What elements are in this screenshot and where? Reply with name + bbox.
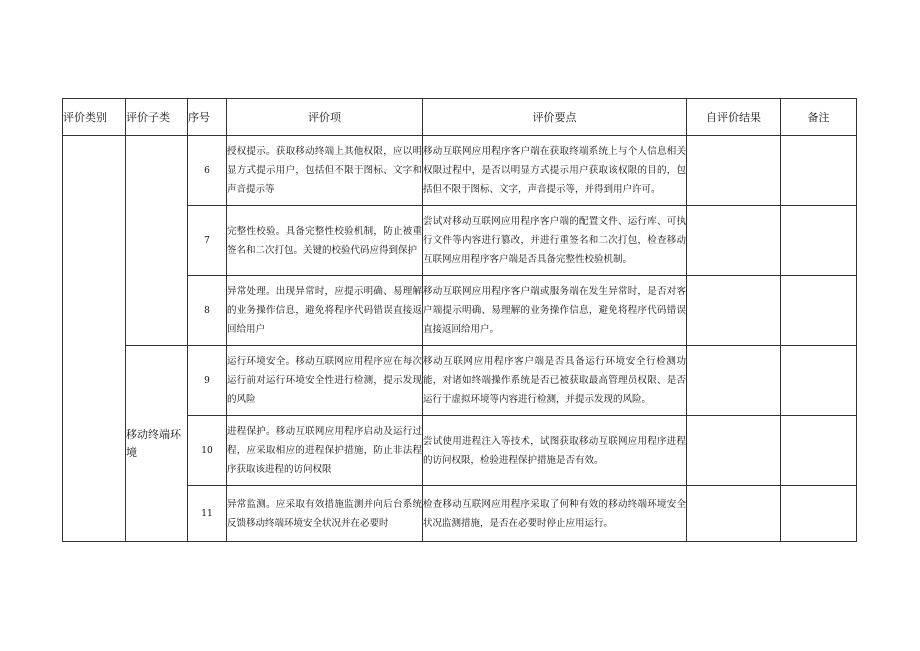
seq-cell: 10 (188, 416, 227, 486)
category-cell (63, 136, 126, 542)
table-row (63, 346, 857, 416)
seq-cell: 8 (188, 276, 227, 346)
self-result-cell (687, 416, 781, 486)
remark-cell (781, 486, 857, 542)
header-remark: 备注 (781, 99, 857, 136)
remark-cell (781, 136, 857, 206)
seq-cell: 9 (188, 346, 227, 416)
header-row (63, 99, 857, 136)
self-result-cell (687, 136, 781, 206)
evaluation-table (62, 98, 857, 542)
remark-cell (781, 276, 857, 346)
item-cell: 运行环境安全。移动互联网应用程序应在每次运行前对运行环境安全性进行检测，提示发现的风险 (227, 346, 423, 416)
header-item: 评价项 (227, 99, 423, 136)
table-row (63, 136, 857, 206)
item-cell: 进程保护。移动互联网应用程序启动及运行过程，应采取相应的进程保护措施，防止非法程序获取该进程的访问权限 (227, 416, 423, 486)
point-cell: 尝试使用进程注入等技术，试图获取移动互联网应用程序进程的访问权限，检验进程保护措施是否有效。 (423, 416, 687, 486)
header-category: 评价类别 (63, 99, 126, 136)
subcategory-cell-1 (126, 136, 188, 346)
self-result-cell (687, 346, 781, 416)
subcategory-cell-2: 移动终端环境 (126, 346, 188, 542)
remark-cell (781, 206, 857, 276)
self-result-cell (687, 486, 781, 542)
item-cell: 异常监测。应采取有效措施监测并向后台系统反馈移动终端环境安全状况并在必要时 (227, 486, 423, 542)
point-cell: 移动互联网应用程序客户端是否具备运行环境安全行检测功能，对诸如终端操作系统是否已被获取最高管理员权限、是否运行于虚拟环境等内容进行检测，并提示发现的风险。 (423, 346, 687, 416)
point-cell: 尝试对移动互联网应用程序客户端的配置文件、运行库、可执行文件等内容进行篡改，并进行重签名和二次打包，检查移动互联网应用程序客户端是否具备完整性校验机制。 (423, 206, 687, 276)
header-seq: 序号 (188, 99, 227, 136)
item-cell: 授权提示。获取移动终端上其他权限，应以明显方式提示用户，包括但不限于图标、文字和声音提示等 (227, 136, 423, 206)
item-cell: 完整性校验。具备完整性校验机制，防止被重签名和二次打包。关键的校验代码应得到保护 (227, 206, 423, 276)
point-cell: 检查移动互联网应用程序采取了何种有效的移动终端环境安全状况监测措施，是否在必要时停止应用运行。 (423, 486, 687, 542)
point-cell: 移动互联网应用程序客户端或服务端在发生异常时，是否对客户端提示明确、易理解的业务操作信息，避免将程序代码错误直接返回给用户。 (423, 276, 687, 346)
header-self-result: 自评价结果 (687, 99, 781, 136)
point-cell: 移动互联网应用程序客户端在获取终端系统上与个人信息相关权限过程中，是否以明显方式提示用户获取该权限的目的，包括但不限于图标、文字，声音提示等，并得到用户许可。 (423, 136, 687, 206)
header-point: 评价要点 (423, 99, 687, 136)
self-result-cell (687, 206, 781, 276)
header-subcategory: 评价子类 (126, 99, 188, 136)
item-cell: 异常处理。出现异常时，应提示明确、易理解的业务操作信息，避免将程序代码错误直接返回给用户 (227, 276, 423, 346)
remark-cell (781, 346, 857, 416)
self-result-cell (687, 276, 781, 346)
seq-cell: 7 (188, 206, 227, 276)
seq-cell: 6 (188, 136, 227, 206)
seq-cell: 11 (188, 486, 227, 542)
remark-cell (781, 416, 857, 486)
